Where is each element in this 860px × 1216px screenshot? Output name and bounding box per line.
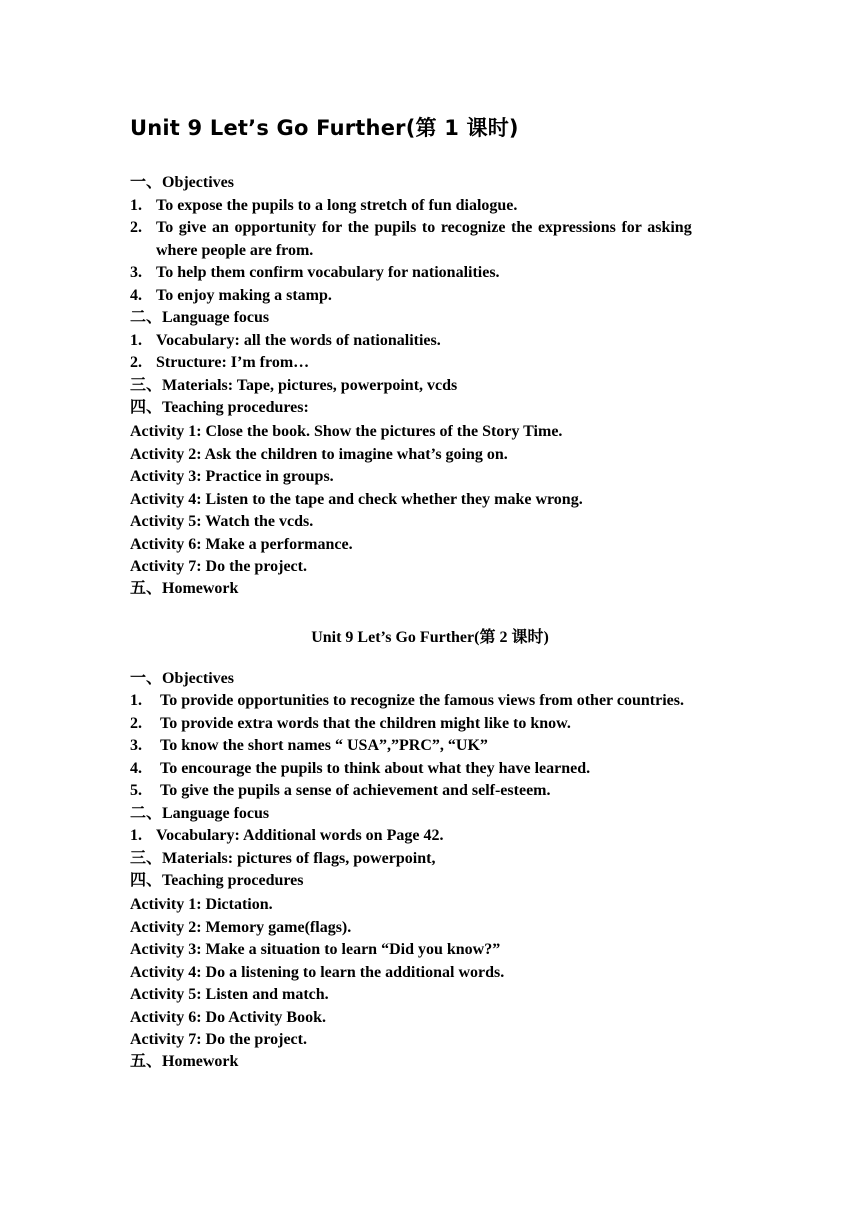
- homework-heading: 五、Homework: [130, 580, 239, 597]
- objective-number: 1.: [130, 197, 142, 214]
- activity-item: Activity 7: Do the project.: [130, 1031, 307, 1048]
- procedures-heading: 四、Teaching procedures:: [130, 399, 309, 416]
- materials-line: 三、Materials: pictures of flags, powerpoint,: [130, 850, 436, 867]
- objective-number: 3.: [130, 737, 142, 754]
- language-number: 2.: [130, 354, 142, 371]
- objective-number: 4.: [130, 287, 142, 304]
- objective-number: 2.: [130, 219, 142, 236]
- procedures-heading: 四、Teaching procedures: [130, 872, 304, 889]
- objective-text: To give the pupils a sense of achievement and self-esteem.: [160, 782, 551, 799]
- materials-line: 三、Materials: Tape, pictures, powerpoint, vcds: [130, 377, 458, 394]
- objective-item: [130, 262, 740, 284]
- language-item: [130, 330, 740, 352]
- activity-item: Activity 2: Ask the children to imagine what’s going on.: [130, 446, 508, 463]
- objectives-heading: 一、Objectives: [130, 174, 234, 191]
- objective-text: To encourage the pupils to think about what they have learned.: [160, 760, 591, 777]
- objective-number: 1.: [130, 692, 142, 709]
- objectives-heading: 一、Objectives: [130, 670, 234, 687]
- objective-number: 4.: [130, 760, 142, 777]
- language-number: 1.: [130, 332, 142, 349]
- objective-number: 3.: [130, 264, 142, 281]
- objective-number: 2.: [130, 715, 142, 732]
- objective-item: [130, 713, 740, 735]
- language-item: [130, 352, 740, 374]
- language-text: Structure: I’m from…: [156, 354, 310, 371]
- language-text: Vocabulary: Additional words on Page 42.: [156, 827, 444, 844]
- activity-item: Activity 1: Close the book. Show the pictures of the Story Time.: [130, 423, 563, 440]
- language-text: Vocabulary: all the words of nationalities.: [156, 332, 441, 349]
- activity-item: Activity 5: Watch the vcds.: [130, 513, 314, 530]
- objective-number: 5.: [130, 782, 142, 799]
- activity-item: Activity 4: Do a listening to learn the additional words.: [130, 964, 505, 981]
- activity-item: Activity 7: Do the project.: [130, 558, 307, 575]
- objective-text: To provide extra words that the children might like to know.: [160, 715, 571, 732]
- activity-item: Activity 6: Make a performance.: [130, 536, 353, 553]
- language-number: 1.: [130, 827, 142, 844]
- objective-item: [130, 285, 740, 307]
- objective-item: [130, 758, 740, 780]
- lesson-1-title: Unit 9 Let’s Go Further(第 1 课时): [130, 116, 519, 140]
- objective-continuation: where people are from.: [156, 242, 314, 259]
- objective-item: [130, 195, 740, 217]
- objective-text: To help them confirm vocabulary for nationalities.: [156, 264, 500, 281]
- objective-text: To know the short names “ USA”,”PRC”, “UK”: [160, 737, 488, 754]
- activity-item: Activity 1: Dictation.: [130, 896, 273, 913]
- objective-item: [130, 780, 740, 802]
- activity-item: Activity 3: Make a situation to learn “Did you know?”: [130, 941, 501, 958]
- activity-item: Activity 6: Do Activity Book.: [130, 1009, 326, 1026]
- objective-text: To enjoy making a stamp.: [156, 287, 332, 304]
- objective-text: To expose the pupils to a long stretch of fun dialogue.: [156, 197, 518, 214]
- objective-item: [130, 217, 740, 239]
- language-focus-heading: 二、Language focus: [130, 309, 270, 326]
- objective-item: [130, 735, 740, 757]
- lesson-2-title: Unit 9 Let’s Go Further(第 2 课时): [311, 629, 549, 646]
- activity-item: Activity 5: Listen and match.: [130, 986, 329, 1003]
- objective-text: To provide opportunities to recognize the famous views from other countries.: [160, 692, 684, 709]
- objective-item: [130, 690, 740, 712]
- language-item: [130, 825, 740, 847]
- homework-heading: 五、Homework: [130, 1053, 239, 1070]
- activity-item: Activity 4: Listen to the tape and check whether they make wrong.: [130, 491, 583, 508]
- activity-item: Activity 2: Memory game(flags).: [130, 919, 352, 936]
- activity-item: Activity 3: Practice in groups.: [130, 468, 334, 485]
- objective-text: To give an opportunity for the pupils to recognize the expressions for asking: [156, 219, 692, 236]
- language-focus-heading: 二、Language focus: [130, 805, 270, 822]
